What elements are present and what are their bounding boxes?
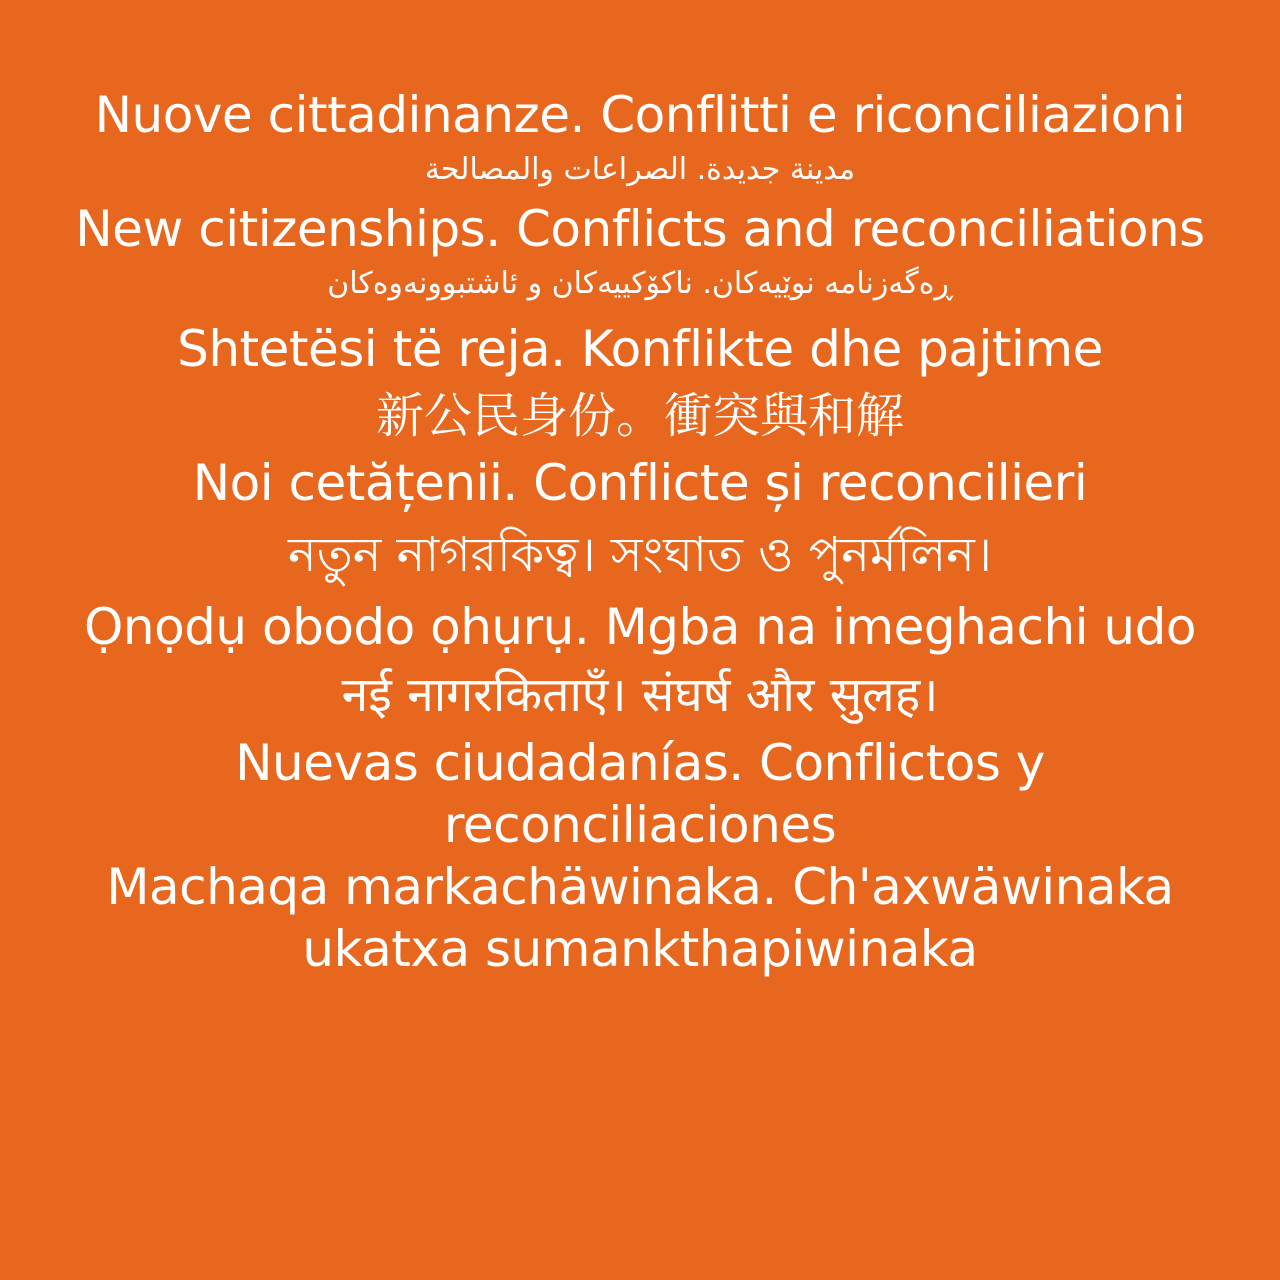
title-english: New citizenships. Conflicts and reconciliations <box>75 200 1205 258</box>
title-spanish: Nuevas ciudadanías. Conflictos y reconciliaciones <box>235 734 1045 854</box>
title-aymara: Machaqa markachäwinaka. Ch'axwäwinaka ukatxa sumankthapiwinaka <box>106 858 1174 978</box>
title-arabic: مدينة جديدة. الصراعات والمصالحة <box>424 152 856 187</box>
title-kurdish: ڕەگەزنامە نوێیەکان. ناکۆکییەکان و ئاشتبوونەوەکان <box>327 266 953 301</box>
title-romanian: Noi cetățenii. Conflicte și reconcilieri <box>192 454 1088 512</box>
title-hindi: नई नागरकिताएँ। संघर्ष और सुलह। <box>341 667 939 723</box>
title-bengali: নতুন নাগরকিত্ব। সংঘাত ও পুনর্মলিন। <box>288 527 992 583</box>
title-italian: Nuove cittadinanze. Conflitti e riconciliazioni <box>94 86 1186 144</box>
title-albanian: Shtetësi të reja. Konflikte dhe pajtime <box>177 320 1103 378</box>
title-igbo: Ọnọdụ obodo ọhụrụ. Mgba na imeghachi udo <box>84 598 1196 656</box>
title-chinese: 新公民身份。衝突與和解 <box>375 388 904 444</box>
